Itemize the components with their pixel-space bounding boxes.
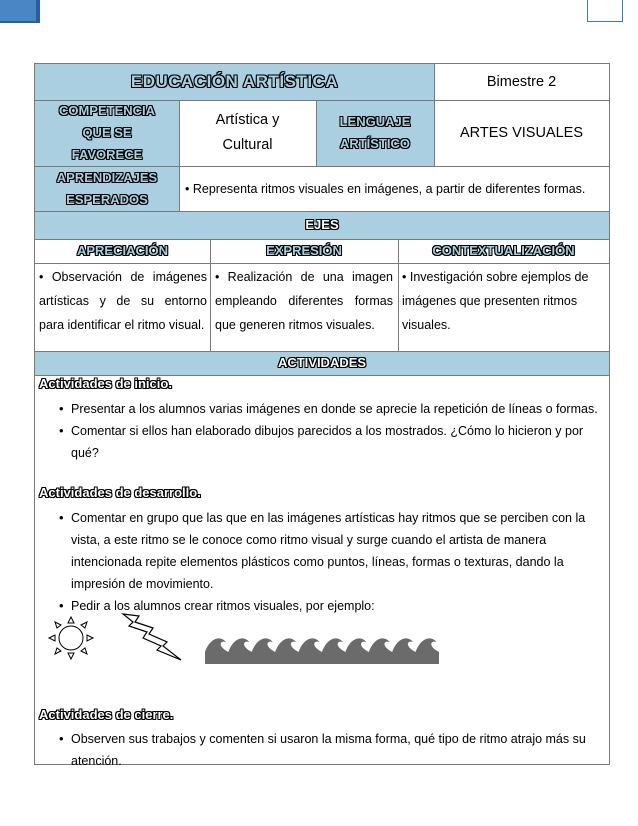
inicio-heading: Actividades de inicio.	[39, 376, 172, 391]
aprendizajes-label-line: ESPERADOS	[66, 191, 148, 207]
lenguaje-label-line: LENGUAJE	[339, 114, 411, 129]
divider	[179, 100, 180, 211]
list-item: • Presentar a los alumnos varias imágenes en donde se aprecie la repetición de líneas o formas.	[35, 398, 605, 420]
eje-text-apreciacion: • Observación de imágenes artísticas y de su entorno para identificar el ritmo visual.	[39, 270, 207, 332]
waves-icon	[205, 630, 441, 664]
aprendizajes-label-cell	[35, 166, 179, 211]
lesson-plan-table	[34, 63, 610, 768]
divider	[35, 351, 609, 352]
competencia-value-cell	[179, 100, 316, 166]
divider	[316, 100, 317, 166]
divider	[35, 166, 609, 167]
divider	[35, 211, 609, 212]
lightning-icon	[119, 612, 185, 662]
lenguaje-label-cell	[316, 100, 434, 166]
aprendizajes-value-cell	[179, 166, 609, 211]
desarrollo-list	[35, 507, 605, 617]
eje-title-cell	[35, 239, 210, 263]
title-cell	[35, 64, 434, 100]
desarrollo-heading: Actividades de desarrollo.	[39, 485, 201, 500]
eje-title-contextualizacion: CONTEXTUALIZACIÓN	[432, 243, 575, 258]
ejes-heading-cell	[35, 211, 609, 239]
divider	[398, 239, 399, 351]
list-item: • Observen sus trabajos y comenten si usaron la misma forma, qué tipo de ritmo atrajo más su atención.	[35, 728, 605, 772]
divider	[35, 239, 609, 240]
ejes-heading: EJES	[305, 217, 339, 232]
eje-text-expresion: • Realización de una imagen empleando diferentes formas que generen ritmos visuales.	[215, 270, 393, 332]
divider	[35, 100, 609, 101]
competencia-label-line: FAVORECE	[71, 147, 143, 162]
cierre-list	[35, 728, 605, 772]
divider	[210, 239, 211, 351]
eje-title-cell	[210, 239, 398, 263]
eje-text-contextualizacion: • Investigación sobre ejemplos de imágenes que presenten ritmos visuales.	[402, 270, 589, 332]
aprendizajes-value: • Representa ritmos visuales en imágenes, a partir de diferentes formas.	[185, 181, 586, 196]
corner-decoration-right	[587, 0, 623, 22]
divider	[434, 64, 435, 166]
lenguaje-value: ARTES VISUALES	[459, 125, 584, 141]
page-title: EDUCACIÓN ARTÍSTICA	[130, 72, 339, 91]
list-item: • Pedir a los alumnos crear ritmos visuales, por ejemplo:	[35, 595, 605, 617]
eje-title-expresion: EXPRESIÓN	[266, 243, 342, 258]
competencia-label-cell	[35, 100, 179, 166]
competencia-label-line: COMPETENCIA	[58, 103, 156, 118]
eje-title-apreciacion: APRECIACIÓN	[76, 243, 168, 258]
list-item: • Comentar si ellos han elaborado dibujos parecidos a los mostrados. ¿Cómo lo hicieron y por qué?	[35, 420, 605, 464]
actividades-heading: ACTIVIDADES	[277, 355, 367, 370]
divider	[35, 375, 609, 376]
inicio-list	[35, 398, 605, 464]
cierre-heading: Actividades de cierre.	[39, 707, 174, 722]
divider	[35, 263, 609, 264]
bimestre-label: Bimestre 2	[486, 74, 557, 90]
sun-icon	[43, 616, 99, 660]
aprendizajes-label-line: APRENDIZAJES	[56, 169, 158, 185]
lenguaje-value-cell	[434, 100, 609, 166]
actividades-heading-cell	[35, 351, 609, 375]
corner-decoration-left	[0, 0, 40, 23]
competencia-label-line: QUE SE	[82, 125, 132, 140]
competencia-value-line: Cultural	[222, 137, 273, 153]
lenguaje-label-line: ARTÍSTICO	[339, 136, 411, 151]
bimestre-cell	[434, 64, 609, 100]
list-item: • Comentar en grupo que las que en las imágenes artísticas hay ritmos que se perciben con la vista, a este ritmo se le conoce como ritmo visual y surge cuando el artista de manera intencionada repite elementos plásticos como puntos, líneas, formas o texturas, dando la impresión de movimiento.	[35, 507, 605, 595]
eje-title-cell	[398, 239, 609, 263]
competencia-value-line: Artística y	[215, 112, 280, 128]
